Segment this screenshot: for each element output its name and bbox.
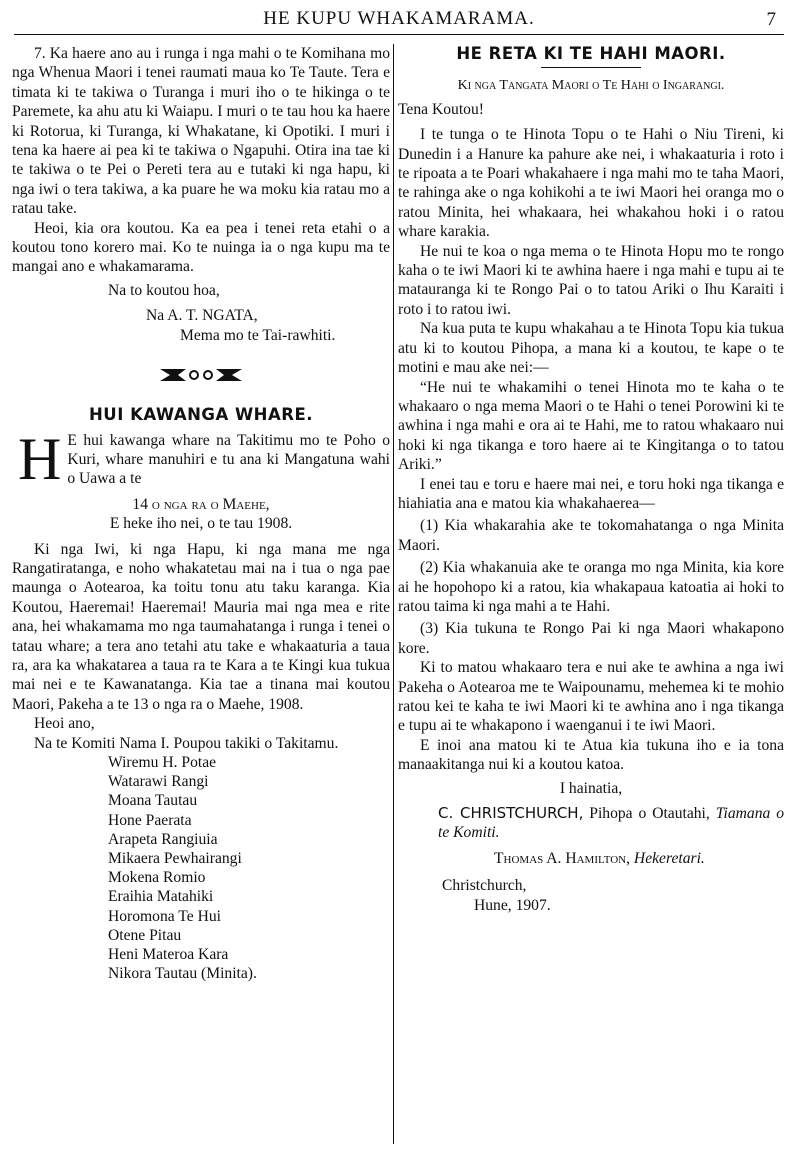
date-line: 14 o nga ra o Maehe, [132, 495, 270, 513]
signature-title: Hekeretari. [630, 849, 705, 867]
closing-line: I hainatia, [559, 779, 623, 797]
paragraph: I te tunga o te Hinota Topu o te Hahi o Niu Tireni, ki Dunedin i a Hanure ka pahure ake nei, i whakaaturia i roto i te ripoata a te Poari whakahaere i nga mahi mo te taha Maori, te rahinga ake o nga kohikohi a te iwi Maori hei oranga mo o ratou Minita, hei whakaara, hei whakahou hoki i o ratou whare karakia. [398, 126, 784, 241]
drop-cap: H [18, 425, 62, 492]
list-item: Otene Pitau [108, 926, 182, 944]
paragraph: Na kua puta te kupu whakahau a te Hinota Topu kia tukua atu ki to koutou Pihopa, a mana ki a koutou, te kape o te motini e mau ake nei:— [398, 320, 784, 377]
year-line: E heke iho nei, o te tau 1908. [109, 515, 293, 533]
signer-title: Mema mo te Tai-rawhiti. [180, 326, 336, 344]
list-item: Horomona Te Hui [108, 907, 221, 925]
signature-1 [398, 804, 784, 843]
paragraph: Heoi, kia ora koutou. Ka ea pea i tenei reta etahi o a koutou tono korero mai. Ko te nuinga ia o nga kupu ma te mangai ano e whakamarama. [12, 219, 390, 276]
paragraph: E hui kawanga whare na Takitimu mo te Poho o Kuri, whare manuhiri e tu ana ki Mangatuna wahi o Uawa a te [67, 431, 390, 488]
list-item: Heni Materoa Kara [108, 946, 229, 964]
list-item: (1) Kia whakarahia ake te tokomahatanga o nga Minita Maori. [398, 517, 784, 554]
sign-off: Heoi ano, [34, 715, 95, 733]
quote-paragraph: “He nui te whakamihi o tenei Hinota mo te kaha o te whakaaro o nga mema Maori o te Hahi o tenei Porowini ki te awhina i nga mahi e ora ai te Hahi, me to ratou whakaaro nui hoki ki nga tikanga e toro haere ai te Kingitanga o to tatou Ariki.” [398, 378, 784, 474]
list-item: Nikora Tautau (Minita). [108, 965, 257, 983]
list-item: Watarawi Rangi [108, 773, 209, 791]
signature-title: Tiamana o te Komiti. [438, 805, 784, 842]
list-item: Wiremu H. Potae [108, 754, 217, 771]
page-number: 7 [766, 9, 776, 30]
page-header [14, 4, 784, 35]
ornament-icon [156, 363, 246, 387]
signer-name: Na A. T. NGATA, [146, 307, 258, 325]
section-heading: HUI KAWANGA WHARE. [88, 405, 314, 425]
signature-name: Thomas A. Hamilton, [494, 849, 631, 867]
signature-name: C. CHRISTCHURCH, [438, 804, 584, 823]
paragraph: 7. Ka haere ano au i runga i nga mahi o te Komihana mo nga Whenua Maori i tenei raumati maua ko Te Taute. Tera e timata ki te takiwa o Turanga i muri iho o te hikinga o te Paremete, ka ahu atu ki Waiapu. I muri o te tau hou ka haere ki Rotorua, ki Turanga, ki Whakatane, ki Opotiki. I muri i tena ka haere ai pea ki te takiwa o Ngapuhi. Otira ina tae ki te takiwa o te Pei o Pereti tera au e tutaki ki nga hapu, ki nga iwi o tera takiwa, a ka puare he wa moku kia ratau mo a ratau take. [12, 45, 390, 218]
list-item: (3) Kia tukuna te Rongo Pai ki nga Maori whakapono kore. [398, 620, 784, 657]
list-item: Arapeta Rangiuia [108, 830, 218, 848]
name-list [12, 753, 390, 983]
heading-rule [541, 67, 641, 68]
signature-2 [398, 849, 784, 868]
paragraph: Ki nga Iwi, ki nga Hapu, ki nga mana me nga Rangatiratanga, e noho whakatetau mai na i tua o nga pae maunga o Aotearoa, ka toitu tonu atu taku karanga. Kia Koutou, Haeremai! Haeremai! Mauria mai nga mea e rite ana, hei whakamama mo nga taumahatanga i runga i tenei o tatau whare; a tera ano tetahi atu take e whakaaturia a taua ra, ara ka whakatarea a taua ra te Kara a te Kingi kua tukua mai nei e te Kawanatanga. Kia tae a tinana mai koutou Maori, Pakeha a te 13 o nga ra o Maehe, 1908. [12, 540, 390, 713]
list-item: (2) Kia whakanuia ake te oranga mo nga Minita, kia kore ai he hopohopo ki a ratou, kia whakapaua katoatia ai hoki to ratou taima ki nga mahi a te Hahi. [398, 559, 784, 615]
committee-line: Na te Komiti Nama I. Poupou takiki o Takitamu. [34, 734, 339, 752]
closing-line: Na to koutou hoa, [108, 281, 220, 299]
date-line: Hune, 1907. [474, 896, 551, 914]
subheading: Ki nga Tangata Maori o Te Hahi o Ingarangi. [457, 78, 725, 94]
paragraph: He nui te koa o nga mema o te Hinota Hopu mo te rongo kaha o te iwi Maori ki te awhina haere i nga mahi e tupu ai te matauranga ki te Rongo Pai o to tatou Ariki o Ihu Karaiti i roto i to ratou iwi. [398, 242, 784, 318]
right-column [398, 44, 784, 915]
dropcap-paragraph [12, 425, 390, 492]
list-item: Eraihia Matahiki [108, 888, 214, 906]
paragraph: Ki to matou whakaaro tera e nui ake te awhina a nga iwi Pakeha o Aotearoa me te Waipounamu, mehemea ki te mohio ratou kei te kaha te iwi Maori ki te awhina ano i nga tikanga e tupu ai te whakapono i waenganui i te iwi Maori. [398, 659, 784, 735]
column-divider [393, 44, 394, 1144]
greeting: Tena Koutou! [398, 100, 484, 118]
left-column [12, 44, 390, 983]
list-item: Mokena Romio [108, 869, 206, 887]
place-line: Christchurch, [442, 877, 527, 895]
list-item: Mikaera Pewhairangi [108, 850, 242, 868]
paragraph: E inoi ana matou ki te Atua kia tukuna iho e ia tona manaakitanga nui ki a koutou katoa. [398, 736, 784, 774]
running-title: HE KUPU WHAKAMARAMA. [263, 8, 535, 29]
signature-role: Pihopa o Otautahi, [583, 805, 716, 823]
list-item: Hone Paerata [108, 811, 192, 829]
paragraph: I enei tau e toru e haere mai nei, e toru hoki nga tikanga e hiahiatia ana e matou kia whakahaerea— [398, 475, 784, 512]
list-item: Moana Tautau [108, 792, 198, 810]
section-heading: HE RETA KI TE HAHI MAORI. [456, 44, 726, 63]
